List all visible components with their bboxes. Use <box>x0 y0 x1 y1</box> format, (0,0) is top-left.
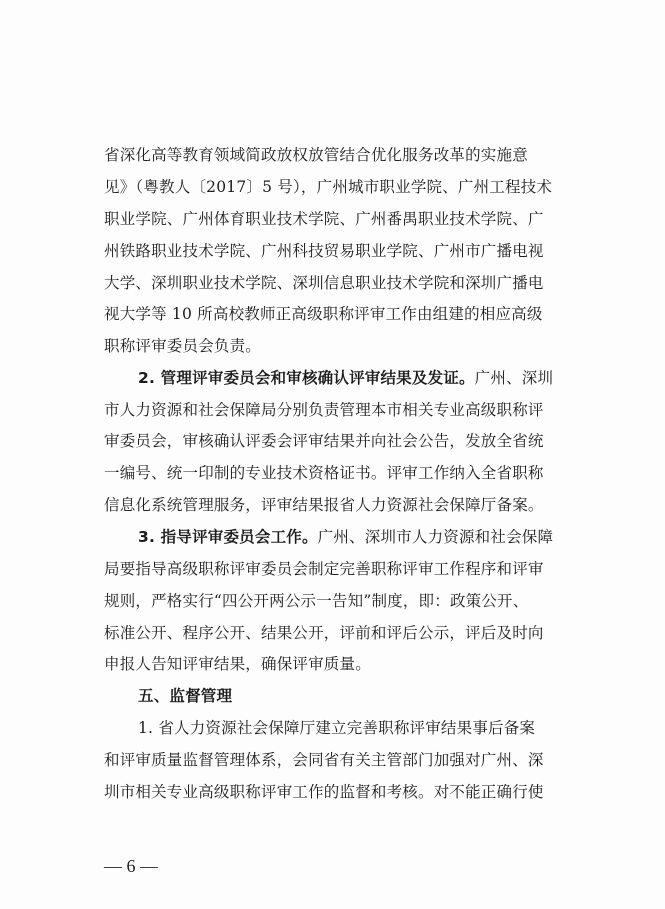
body-text-line: 圳市相关专业高级职称评审工作的监督和考核。对不能正确行使 <box>104 783 544 801</box>
body-text-line: 大学、深圳职业技术学院、深圳信息职业技术学院和深圳广播电 <box>104 274 544 292</box>
body-text-line <box>138 527 553 547</box>
body-text-line: 1. 省人力资源社会保障厅建立完善职称评审结果事后备案 <box>138 719 536 737</box>
body-text-line: 信息化系统管理服务，评审结果报省人力资源社会保障厅备案。 <box>104 496 544 514</box>
body-text-line: 规则，严格实行“四公开两公示一告知”制度，即：政策公开、 <box>104 592 529 610</box>
body-text-line: 和评审质量监督管理体系，会同省有关主管部门加强对广州、深 <box>104 751 544 769</box>
body-text-line: 审委员会，审核确认评委会评审结果并向社会公告，发放全省统 <box>104 432 544 450</box>
item-heading: 3. 指导评审委员会工作。 <box>138 528 318 546</box>
section-heading: 五、监督管理 <box>138 687 233 705</box>
body-text-line: 职业学院、广州体育职业技术学院、广州番禺职业技术学院、广 <box>104 210 544 228</box>
body-text-line: 视大学等 10 所高校教师正高级职称评审工作由组建的相应高级 <box>104 305 543 323</box>
body-text: 广州、深圳市人力资源和社会保障 <box>317 528 554 546</box>
body-text-line: 州铁路职业技术学院、广州科技贸易职业学院、广州市广播电视 <box>104 242 544 260</box>
body-text: 广州、深圳 <box>474 369 554 387</box>
body-text-line: 标准公开、程序公开、结果公开，评前和评后公示，评后及时向 <box>104 624 544 642</box>
body-text-line: 申报人告知评审结果，确保评审质量。 <box>104 655 371 673</box>
body-text-line: 职称评审委员会负责。 <box>104 337 262 355</box>
body-text-line: 省深化高等教育领域简政放权放管结合优化服务改革的实施意 <box>104 146 528 164</box>
body-text-line: 局要指导高级职称评审委员会制定完善职称评审工作程序和评审 <box>104 560 544 578</box>
item-heading: 2. 管理评审委员会和审核确认评审结果及发证。 <box>138 369 475 387</box>
body-text-line: 市人力资源和社会保障局分别负责管理本市相关专业高级职称评 <box>104 401 544 419</box>
body-text-line <box>138 368 553 388</box>
page-number: — 6 — <box>104 856 158 876</box>
body-text-line: 一编号、统一印制的专业技术资格证书。评审工作纳入全省职称 <box>104 464 544 482</box>
body-text-line: 见》（粤教人〔2017〕5 号），广州城市职业学院、广州工程技术 <box>104 178 553 196</box>
